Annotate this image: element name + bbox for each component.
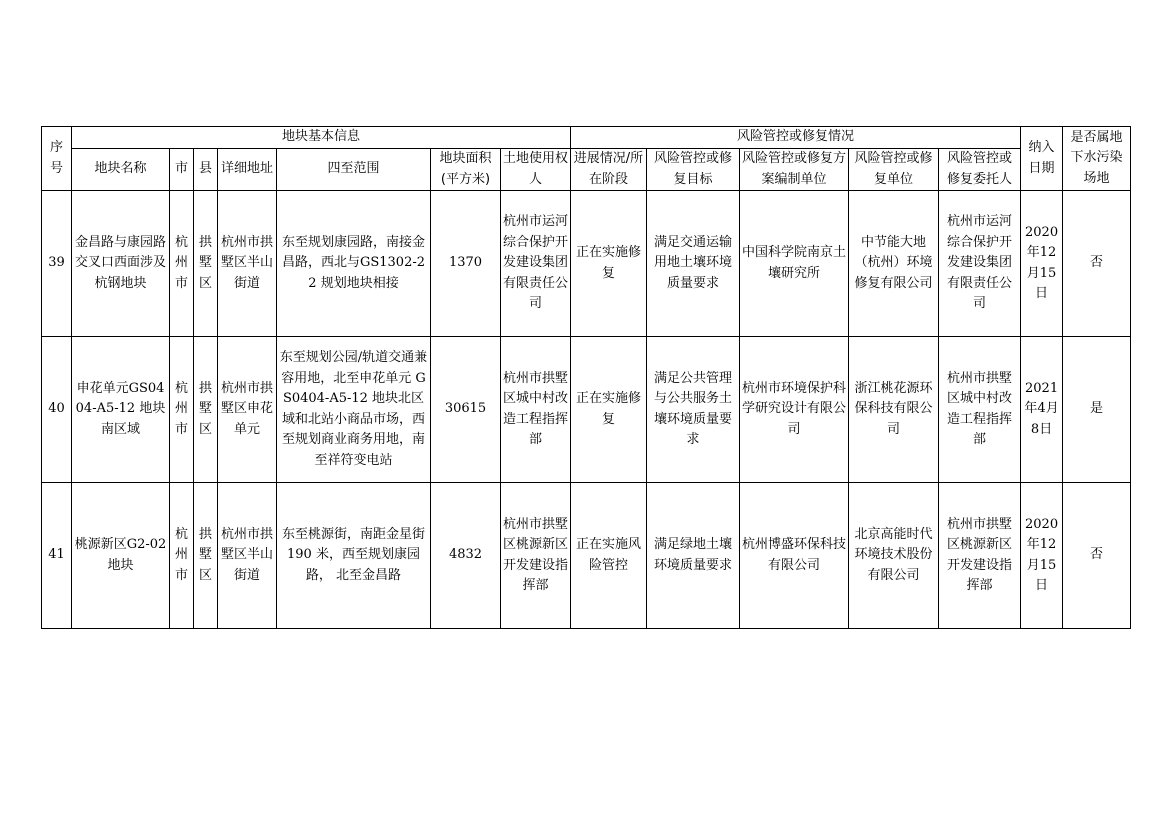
cell-county: 拱墅区 <box>194 191 218 337</box>
cell-planner: 中国科学院南京土壤研究所 <box>740 191 849 337</box>
cell-county: 拱墅区 <box>194 337 218 483</box>
cell-date: 2020年12月15日 <box>1021 191 1063 337</box>
cell-owner: 杭州市运河综合保护开发建设集团有限责任公司 <box>501 191 571 337</box>
cell-address: 杭州市拱墅区申花单元 <box>218 337 277 483</box>
site-table <box>41 126 1131 629</box>
header-row-groups <box>42 127 1131 149</box>
cell-name: 申花单元GS0404-A5-12 地块南区域 <box>72 337 170 483</box>
header-group-risk: 风险管控或修复情况 <box>571 127 1021 149</box>
cell-client: 杭州市拱墅区桃源新区开发建设指挥部 <box>939 483 1021 629</box>
cell-boundary: 东至桃源街，南距金星街 190 米，西至规划康园路， 北至金昌路 <box>277 483 431 629</box>
cell-client: 杭州市运河综合保护开发建设集团有限责任公司 <box>939 191 1021 337</box>
cell-address: 杭州市拱墅区半山街道 <box>218 483 277 629</box>
cell-target: 满足交通运输用地土壤环境质量要求 <box>647 191 740 337</box>
cell-area: 1370 <box>431 191 501 337</box>
cell-contractor: 北京高能时代环境技术股份有限公司 <box>849 483 939 629</box>
cell-progress: 正在实施风险管控 <box>571 483 647 629</box>
cell-target: 满足绿地土壤环境质量要求 <box>647 483 740 629</box>
cell-boundary: 东至规划康园路，南接金昌路，西北与GS1302-22 规划地块相接 <box>277 191 431 337</box>
cell-date: 2021年4月8日 <box>1021 337 1063 483</box>
header-planner: 风险管控或修复方案编制单位 <box>740 149 849 191</box>
cell-planner: 杭州市环境保护科学研究设计有限公司 <box>740 337 849 483</box>
table-row <box>42 337 1131 483</box>
header-target: 风险管控或修复目标 <box>647 149 740 191</box>
cell-groundwater: 否 <box>1063 191 1131 337</box>
header-boundary: 四至范围 <box>277 149 431 191</box>
header-groundwater: 是否属地下水污染场地 <box>1063 127 1131 191</box>
cell-boundary: 东至规划公园/轨道交通兼容用地，北至申花单元 GS0404-A5-12 地块北区域和北站小商品市场，西至规划商业商务用地，南至祥符变电站 <box>277 337 431 483</box>
cell-client: 杭州市拱墅区城中村改造工程指挥部 <box>939 337 1021 483</box>
header-included-date: 纳入日期 <box>1021 127 1063 191</box>
table-row <box>42 191 1131 337</box>
cell-address: 杭州市拱墅区半山街道 <box>218 191 277 337</box>
cell-seq: 41 <box>42 483 72 629</box>
cell-name: 桃源新区G2-02 地块 <box>72 483 170 629</box>
cell-owner: 杭州市拱墅区桃源新区开发建设指挥部 <box>501 483 571 629</box>
cell-contractor: 浙江桃花源环保科技有限公司 <box>849 337 939 483</box>
cell-city: 杭州市 <box>170 191 194 337</box>
header-area: 地块面积(平方米) <box>431 149 501 191</box>
cell-city: 杭州市 <box>170 483 194 629</box>
cell-seq: 40 <box>42 337 72 483</box>
cell-county: 拱墅区 <box>194 483 218 629</box>
header-name: 地块名称 <box>72 149 170 191</box>
header-county: 县 <box>194 149 218 191</box>
header-progress: 进展情况/所在阶段 <box>571 149 647 191</box>
header-row-columns <box>42 149 1131 191</box>
table-row <box>42 483 1131 629</box>
header-city: 市 <box>170 149 194 191</box>
cell-owner: 杭州市拱墅区城中村改造工程指挥部 <box>501 337 571 483</box>
cell-area: 30615 <box>431 337 501 483</box>
header-seq: 序号 <box>42 127 72 191</box>
header-owner: 土地使用权人 <box>501 149 571 191</box>
cell-target: 满足公共管理与公共服务土壤环境质量要求 <box>647 337 740 483</box>
cell-date: 2020年12月15日 <box>1021 483 1063 629</box>
header-address: 详细地址 <box>218 149 277 191</box>
cell-planner: 杭州博盛环保科技有限公司 <box>740 483 849 629</box>
header-contractor: 风险管控或修复单位 <box>849 149 939 191</box>
cell-name: 金昌路与康园路交叉口西面涉及杭钢地块 <box>72 191 170 337</box>
cell-contractor: 中节能大地（杭州）环境修复有限公司 <box>849 191 939 337</box>
cell-groundwater: 否 <box>1063 483 1131 629</box>
cell-area: 4832 <box>431 483 501 629</box>
cell-city: 杭州市 <box>170 337 194 483</box>
cell-groundwater: 是 <box>1063 337 1131 483</box>
cell-progress: 正在实施修复 <box>571 337 647 483</box>
header-group-basic: 地块基本信息 <box>72 127 571 149</box>
cell-seq: 39 <box>42 191 72 337</box>
header-client: 风险管控或修复委托人 <box>939 149 1021 191</box>
cell-progress: 正在实施修复 <box>571 191 647 337</box>
